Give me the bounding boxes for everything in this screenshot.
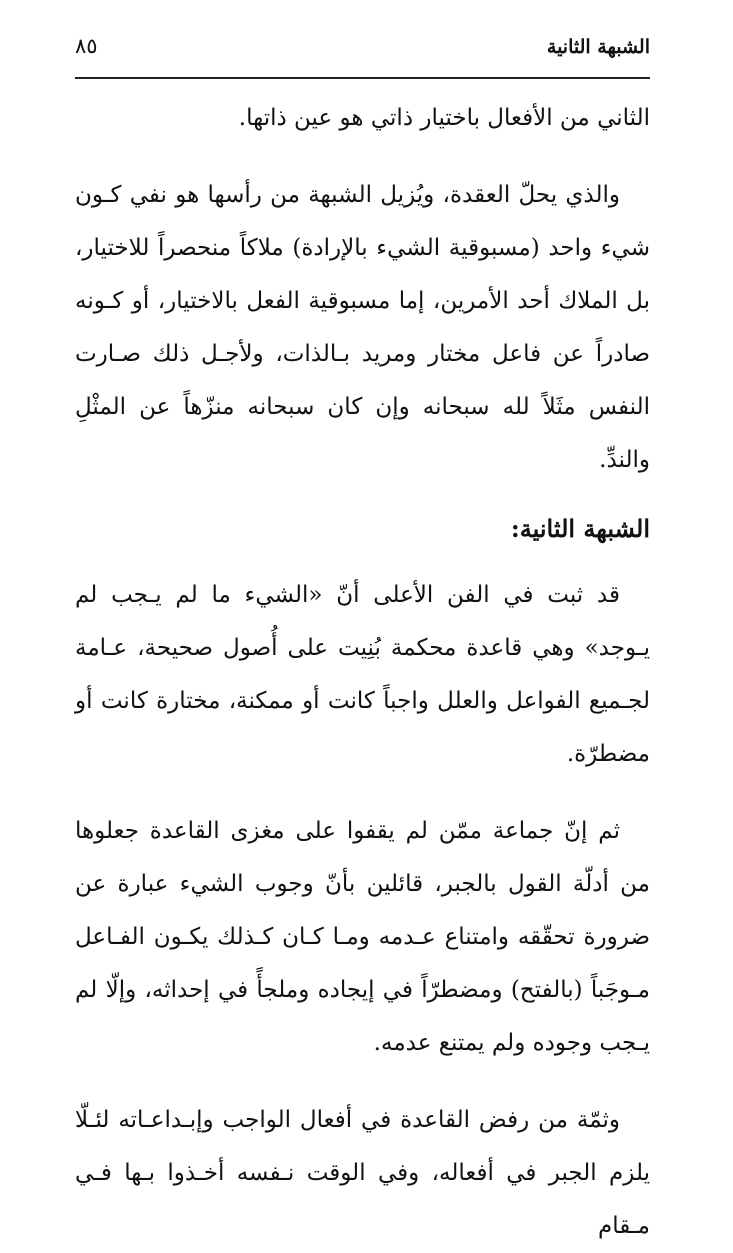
header-divider	[75, 77, 650, 79]
paragraph-continuation: الثاني من الأفعال باختيار ذاتي هو عين ذاتها.	[238, 105, 650, 131]
paragraph-rejection: وثمّة من رفض القاعدة في أفعال الواجب وإبـداعـاته لئـلّا يلزم الجبر في أفعاله، وفي الوقت نـفسه أخـذوا بـها فـي مـقام	[75, 1107, 650, 1239]
page-number: ٨٥	[75, 34, 98, 58]
page-body	[75, 92, 650, 1253]
paragraph-resolution: والذي يحلّ العقدة، ويُزيل الشبهة من رأسها هو نفي كـون شيء واحد (مسبوقية الشيء بالإرادة) ملاكاً منحصراً للاختيار، بل الملاك أحد الأمرين، إما مسبوقية الفعل بالاختيار، أو كـونه صادراً عن فاعل مختار ومريد بـالذات، ولأجـل ذلك صـارت النفس مثَلاً لله سبحانه وإن كان سبحانه منزّهاً عن المثْلِ والندِّ.	[75, 182, 650, 473]
page-header	[75, 30, 650, 72]
paragraph-argument: ثم إنّ جماعة ممّن لم يقفوا على مغزى القاعدة جعلوها من أدلّة القول بالجبر، قائلين بأنّ وجوب الشيء عبارة عن ضرورة تحقّقه وامتناع عـدمه ومـا كـان كـذلك يكـون الفـاعل مـوجَباً (بالفتح) ومضطرّاً في إيجاده وملجأً في إحداثه، وإلّا لم يـجب وجوده ولم يمتنع عدمه.	[75, 818, 650, 1056]
section-heading: الشبهة الثانية:	[510, 514, 650, 543]
paragraph-rule: قد ثبت في الفن الأعلى أنّ «الشيء ما لم يـجب لم يـوجد» وهي قاعدة محكمة بُنِيت على أُصول صحيحة، عـامة لجـميع الفواعل والعلل واجباً كانت أو ممكنة، مختارة كانت أو مضطرّة.	[75, 582, 650, 767]
running-title: الشبهة الثانية	[546, 36, 650, 58]
